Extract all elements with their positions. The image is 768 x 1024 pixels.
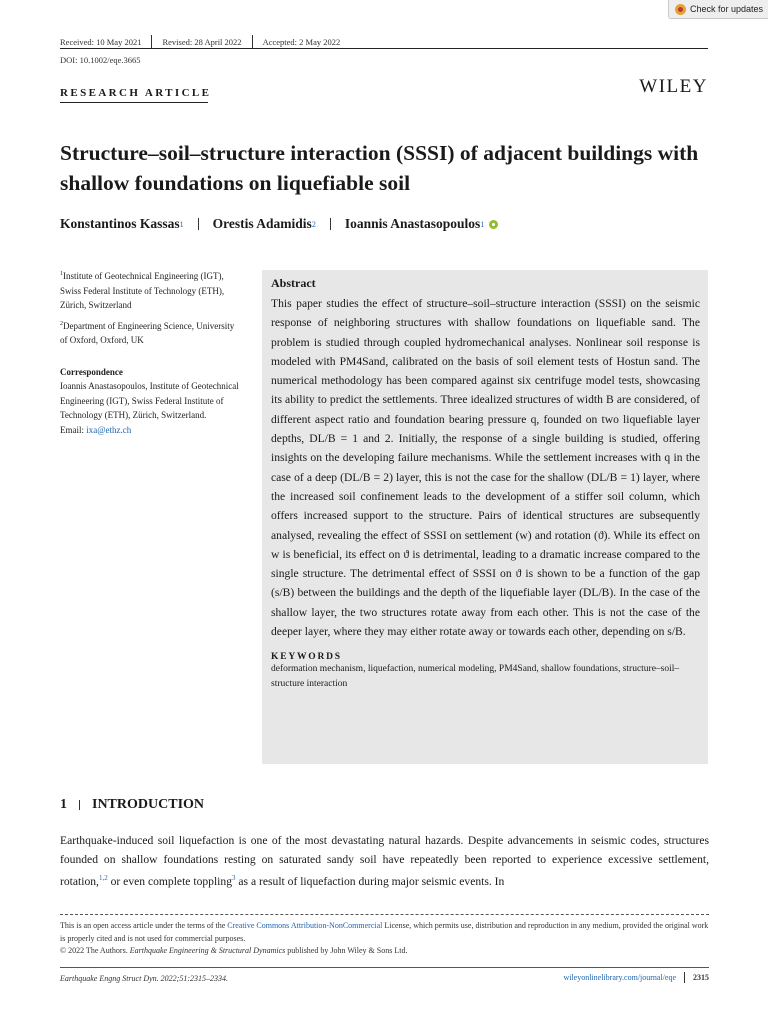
- footer-separator: [684, 972, 685, 983]
- article-title: Structure–soil–structure interaction (SSSI) of adjacent buildings with shallow foundations on liquefiable soil: [60, 141, 699, 195]
- affiliation-text: Institute of Geotechnical Engineering (IGT), Swiss Federal Institute of Technology (ETH), Zürich, Switzerland: [60, 271, 225, 310]
- article-dates: [60, 35, 340, 48]
- citation-ref[interactable]: 1,2: [98, 874, 108, 882]
- journal-url-link[interactable]: wileyonlinelibrary.com/journal/eqe: [563, 973, 676, 982]
- author-affiliation-ref[interactable]: 1: [480, 219, 485, 229]
- orcid-icon[interactable]: [489, 220, 498, 229]
- author-affiliation-ref[interactable]: 1: [179, 219, 184, 229]
- intro-text: as a result of liquefaction during major seismic events. In: [235, 874, 505, 888]
- section-separator: [79, 800, 80, 810]
- article-type: RESEARCH ARTICLE: [60, 87, 212, 99]
- date-separator: [252, 35, 253, 48]
- email-label: Email:: [60, 424, 87, 435]
- affiliation-number: 1: [60, 271, 63, 277]
- copyright-text: published by John Wiley & Sons Ltd.: [285, 946, 408, 955]
- intro-text: Earthquake-induced soil liquefaction is one of the most devastating natural hazards. Despite advancements in seismic codes, structures founded on shallow foundations resting on saturated sandy soil have repeatedly been reported to experience excessive settlement, rotation,: [60, 834, 709, 888]
- intro-text: or even complete toppling: [107, 874, 232, 888]
- author-list: [60, 216, 498, 232]
- correspondence-body: Ioannis Anastasopoulos, Institute of Geotechnical Engineering (IGT), Swiss Federal Institute of Technology (ETH), Zürich, Switzerland.: [60, 381, 239, 420]
- author-separator: [330, 218, 331, 230]
- abstract-text: This paper studies the effect of structure–soil–structure interaction (SSSI) on the seismic response of neighboring structures with shallow foundations on liquefiable sand. The problem is studied through coupled hydromechanical analyses. Nonlinear soil response is modeled with PM4Sand, calibrated on the basis of soil element tests of Hostun sand. The numerical methodology has been compared against six centrifuge model tests, showcasing its ability to predict the settlements. Three idealized structures of width B are considered, of different aspect ratio and foundation bearing pressure q, founded on two liquefiable layer depths, DL/B = 1 and 2. Initially, the response of a single building is studied, offering insights on the developing failure mechanisms. While the settlement increases with q in the case of a deep (DL/B = 2) layer, this is not the case for the shallow (DL/B = 1) layer, where the increased soil confinement leads to the development of a stiffer soil column, which offers increased support to the structure. Pairs of identical structures are subsequently analysed, revealing the effect of SSSI on settlement (w) and rotation (ϑ). While its effect on w is beneficial, its effect on ϑ is detrimental, leading to a dramatic increase compared to the single structure. The detrimental effect of SSSI on ϑ is shown to be a function of the gap (s/B) between the buildings and the depth of the liquefiable layer (DL/B). In the case of the shallow layer, the two structures rotate away from each other. This is not the case of the deeper layer, where they may either rotate away or towards each other, depending on s/B.: [271, 297, 700, 639]
- accepted-date: Accepted: 2 May 2022: [262, 36, 341, 47]
- received-date: Received: 10 May 2021: [60, 36, 142, 47]
- section-number: 1: [60, 797, 67, 812]
- journal-name: Earthquake Engineering & Structural Dynamics: [129, 946, 286, 955]
- author-name[interactable]: Orestis Adamidis: [212, 216, 312, 231]
- abstract-heading: Abstract: [271, 276, 316, 290]
- affiliation-number: 2: [60, 320, 63, 327]
- check-for-updates-button[interactable]: [668, 0, 768, 19]
- email-link[interactable]: ixa@ethz.ch: [86, 424, 132, 435]
- affiliation: [60, 317, 240, 348]
- date-separator: [151, 35, 152, 48]
- footer-divider: [60, 967, 709, 968]
- license-link[interactable]: Creative Commons Attribution-NonCommercial: [227, 921, 383, 930]
- affiliation-text: Department of Engineering Science, University of Oxford, Oxford, UK: [60, 320, 235, 345]
- intro-paragraph: [60, 831, 709, 891]
- correspondence-heading: Correspondence: [60, 366, 123, 377]
- article-type-underline: [60, 102, 208, 103]
- author-affiliation-ref[interactable]: 2: [311, 219, 316, 229]
- author-name[interactable]: Konstantinos Kassas: [60, 216, 180, 231]
- license-notice: [60, 920, 709, 958]
- keywords-heading: KEYWORDS: [271, 652, 342, 663]
- journal-citation: Earthquake Engng Struct Dyn. 2022;51:2315–2334.: [60, 974, 228, 983]
- copyright-text: © 2022 The Authors.: [60, 946, 130, 955]
- affiliations-column: [60, 267, 240, 437]
- doi[interactable]: DOI: 10.1002/eqe.3665: [60, 55, 141, 65]
- header-divider: [60, 48, 708, 49]
- keywords-text: deformation mechanism, liquefaction, numerical modeling, PM4Sand, shallow foundations, structure–soil–structure interaction: [271, 664, 680, 690]
- correspondence-email: [60, 423, 240, 438]
- author-name[interactable]: Ioannis Anastasopoulos: [344, 216, 481, 231]
- footnote-divider: [60, 914, 709, 915]
- page-number: 2315: [693, 973, 709, 982]
- affiliation: [60, 267, 240, 313]
- section-heading: [60, 797, 204, 813]
- license-text: This is an open access article under the terms of the: [60, 921, 228, 930]
- wiley-logo[interactable]: WILEY: [639, 76, 708, 97]
- crossmark-icon: [675, 4, 686, 15]
- section-title: INTRODUCTION: [92, 797, 205, 812]
- author-separator: [198, 218, 199, 230]
- citation-ref[interactable]: 3: [232, 874, 236, 882]
- abstract-box: [262, 270, 708, 764]
- check-for-updates-label: Check for updates: [690, 4, 764, 14]
- footer-right: [563, 972, 709, 983]
- revised-date: Revised: 28 April 2022: [162, 36, 242, 47]
- license-text: License, which permits use, distribution and reproduction in any medium, provided the original work is properly cited and is not used for commercial purposes.: [60, 921, 709, 943]
